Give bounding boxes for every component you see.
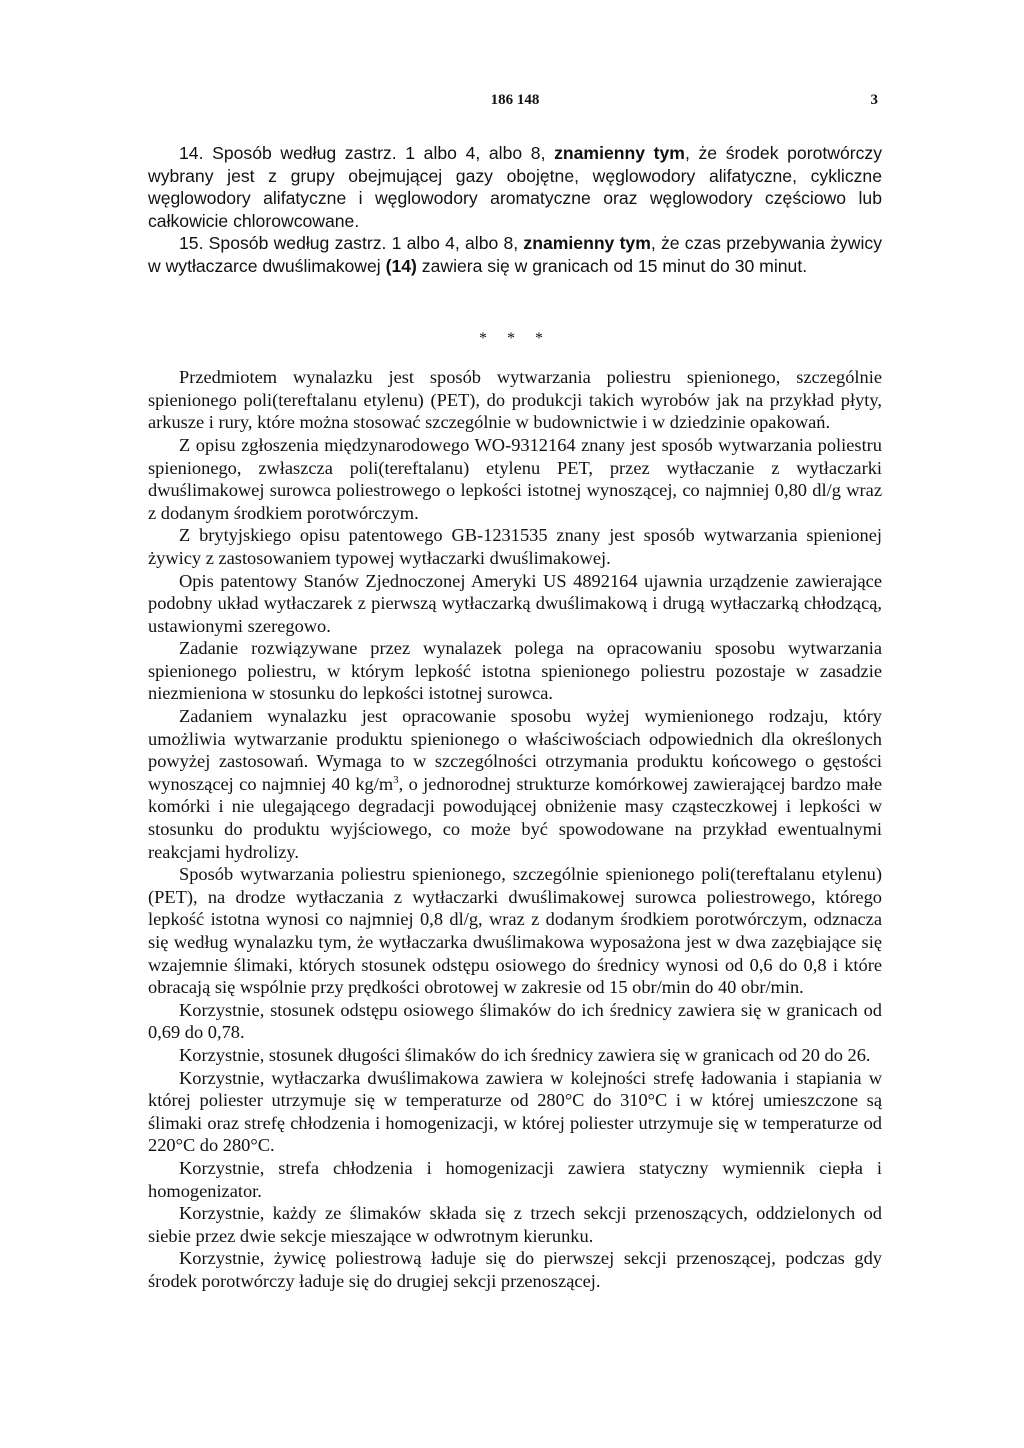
section-separator: * * *: [479, 329, 551, 347]
claims-section: [148, 142, 882, 278]
paragraph-text: Przedmiotem wynalazku jest sposób wytwarzania poliestru spienionego, szczególnie spienionego poli(tereftalanu etylenu) (PET), do produkcji takich wyrobów jak na przykład płyty, arkusze i rury, które można stosować szczególnie w budownictwie i w dziedzinie opakowań.: [148, 367, 882, 433]
page-header: [148, 92, 882, 116]
description-section: [148, 366, 882, 1292]
paragraph-text: Sposób wytwarzania poliestru spienionego, szczególnie spienionego poli(tereftalanu etylenu) (PET), na drodze wytłaczania z wytłaczarki dwuślimakowej surowca poliestrowego, którego lepkość istotna wynosi co najmniej 0,8 dl/g, wraz z dodanym środkiem porotwórczym, odznacza się według wynalazku tym, że wytłaczarka dwuślimakowa wyposażona jest w dwa zazębiające się wzajemnie ślimaki, których stosunek odstępu osiowego do średnicy wynosi od 0,6 do 0,8 i które obracają się wspólnie przy prędkości obrotowej w zakresie od 15 obr/min do 40 obr/min.: [148, 864, 882, 998]
paragraph: [148, 1202, 882, 1247]
paragraph-text: Z brytyjskiego opisu patentowego GB-1231535 znany jest sposób wytwarzania spienionej żywicy z zastosowaniem typowej wytłaczarki dwuślimakowej.: [148, 525, 882, 568]
paragraph-text: Korzystnie, żywicę poliestrową ładuje się do pierwszej sekcji przenoszącej, podczas gdy środek porotwórczy ładuje się do drugiej sekcji przenoszącej.: [148, 1248, 882, 1291]
paragraph-text: Korzystnie, wytłaczarka dwuślimakowa zawiera w kolejności strefę ładowania i stapiania w której poliester utrzymuje się w temperaturze od 280°C do 310°C i w której umieszczone są ślimaki oraz strefę chłodzenia i homogenizacji, w której poliester utrzymuje się w temperaturze od 220°C do 280°C.: [148, 1067, 882, 1156]
claim-15: [148, 232, 882, 277]
paragraph: [148, 863, 882, 999]
paragraph-text: Korzystnie, stosunek długości ślimaków do ich średnicy zawiera się w granicach od 20 do 26.: [179, 1044, 871, 1065]
paragraph: [148, 366, 882, 434]
paragraph-text: Zadanie rozwiązywane przez wynalazek polega na opracowaniu sposobu wytwarzania spienionego poliestru, w którym lepkość istotna spienionego poliestru pozostaje w zasadzie niezmieniona w stosunku do lepkości istotnej surowca.: [148, 638, 882, 704]
paragraph: [148, 1067, 882, 1157]
paragraph: [148, 434, 882, 524]
claim-15-bold: znamienny tym: [523, 233, 651, 254]
paragraph-text: Opis patentowy Stanów Zjednoczonej Ameryki US 4892164 ujawnia urządzenie zawierające podobny układ wytłaczarek z pierwszą wytłaczarką dwuślimakową i drugą wytłaczarką chłodzącą, ustawionymi szeregowo.: [148, 570, 882, 636]
paragraph-text: Korzystnie, stosunek odstępu osiowego ślimaków do ich średnicy zawiera się w granicach od 0,69 do 0,78.: [148, 999, 882, 1043]
paragraph: [148, 705, 882, 863]
paragraph: [148, 524, 882, 569]
page-content: [148, 142, 882, 1293]
claim-14-text-start: 14. Sposób według zastrz. 1 albo 4, albo 8,: [179, 143, 555, 163]
paragraph-text: Korzystnie, strefa chłodzenia i homogenizacji zawiera statyczny wymiennik ciepła i homogenizator.: [148, 1157, 882, 1201]
paragraph: [148, 637, 882, 705]
paragraph-text-tail: , o jednorodnej strukturze komórkowej zawierającej bardzo małe komórki i nie ulegającego degradacji powodującej obniżenie masy cząsteczkowej i lepkości w stosunku do produktu wyjściowego, co może być spowodowane na przykład ewentualnymi reakcjami hydrolizy.: [148, 773, 882, 862]
paragraph: [148, 1044, 882, 1067]
claim-15-ref-bold: (14): [385, 255, 417, 276]
claim-14-bold: znamienny tym: [554, 143, 685, 163]
superscript: 3: [393, 773, 399, 786]
paragraph: [148, 1157, 882, 1202]
paragraph-text: Korzystnie, każdy ze ślimaków składa się z trzech sekcji przenoszących, oddzielonych od siebie przez dwie sekcje mieszające w odwrotnym kierunku.: [148, 1203, 882, 1246]
claim-14-text-end: , że środek porotwórczy wybrany jest z grupy obejmującej gazy obojętne, węglowodory alifatyczne, cykliczne węglowodory alifatyczne i węglowodory aromatyczne oraz węglowodory częściowo lub całkowicie chlorowcowane.: [148, 143, 882, 231]
claim-15-text-start: 15. Sposób według zastrz. 1 albo 4, albo 8,: [179, 233, 524, 254]
claim-15-text-end: zawiera się w granicach od 15 minut do 30 minut.: [416, 255, 808, 276]
paragraph: [148, 570, 882, 638]
document-number: 186 148: [490, 92, 540, 108]
claim-15-text-mid: , że czas przebywania żywicy w wytłaczarce dwuślimakowej: [148, 233, 883, 276]
page-number: 3: [870, 92, 878, 108]
claim-14: [148, 142, 882, 232]
paragraph-text: Z opisu zgłoszenia międzynarodowego WO-9312164 znany jest sposób wytwarzania poliestru spienionego, zwłaszcza poli(tereftalanu) etylenu PET, przez wytłaczanie z wytłaczarki dwuślimakowej surowca poliestrowego o lepkości istotnej wynoszącej, co najmniej 0,80 dl/g wraz z dodanym środkiem porotwórczym.: [148, 434, 882, 523]
paragraph-text: Zadaniem wynalazku jest opracowanie sposobu wyżej wymienionego rodzaju, który umożliwia wytwarzanie produktu spienionego o właściwościach odpowiednich dla określonych powyżej zastosowań. Wymaga to w szczególności otrzymania produktu końcowego o gęstości wynoszącej co najmniej 40 kg/m: [148, 706, 882, 794]
paragraph: [148, 1247, 882, 1292]
paragraph: [148, 999, 882, 1044]
